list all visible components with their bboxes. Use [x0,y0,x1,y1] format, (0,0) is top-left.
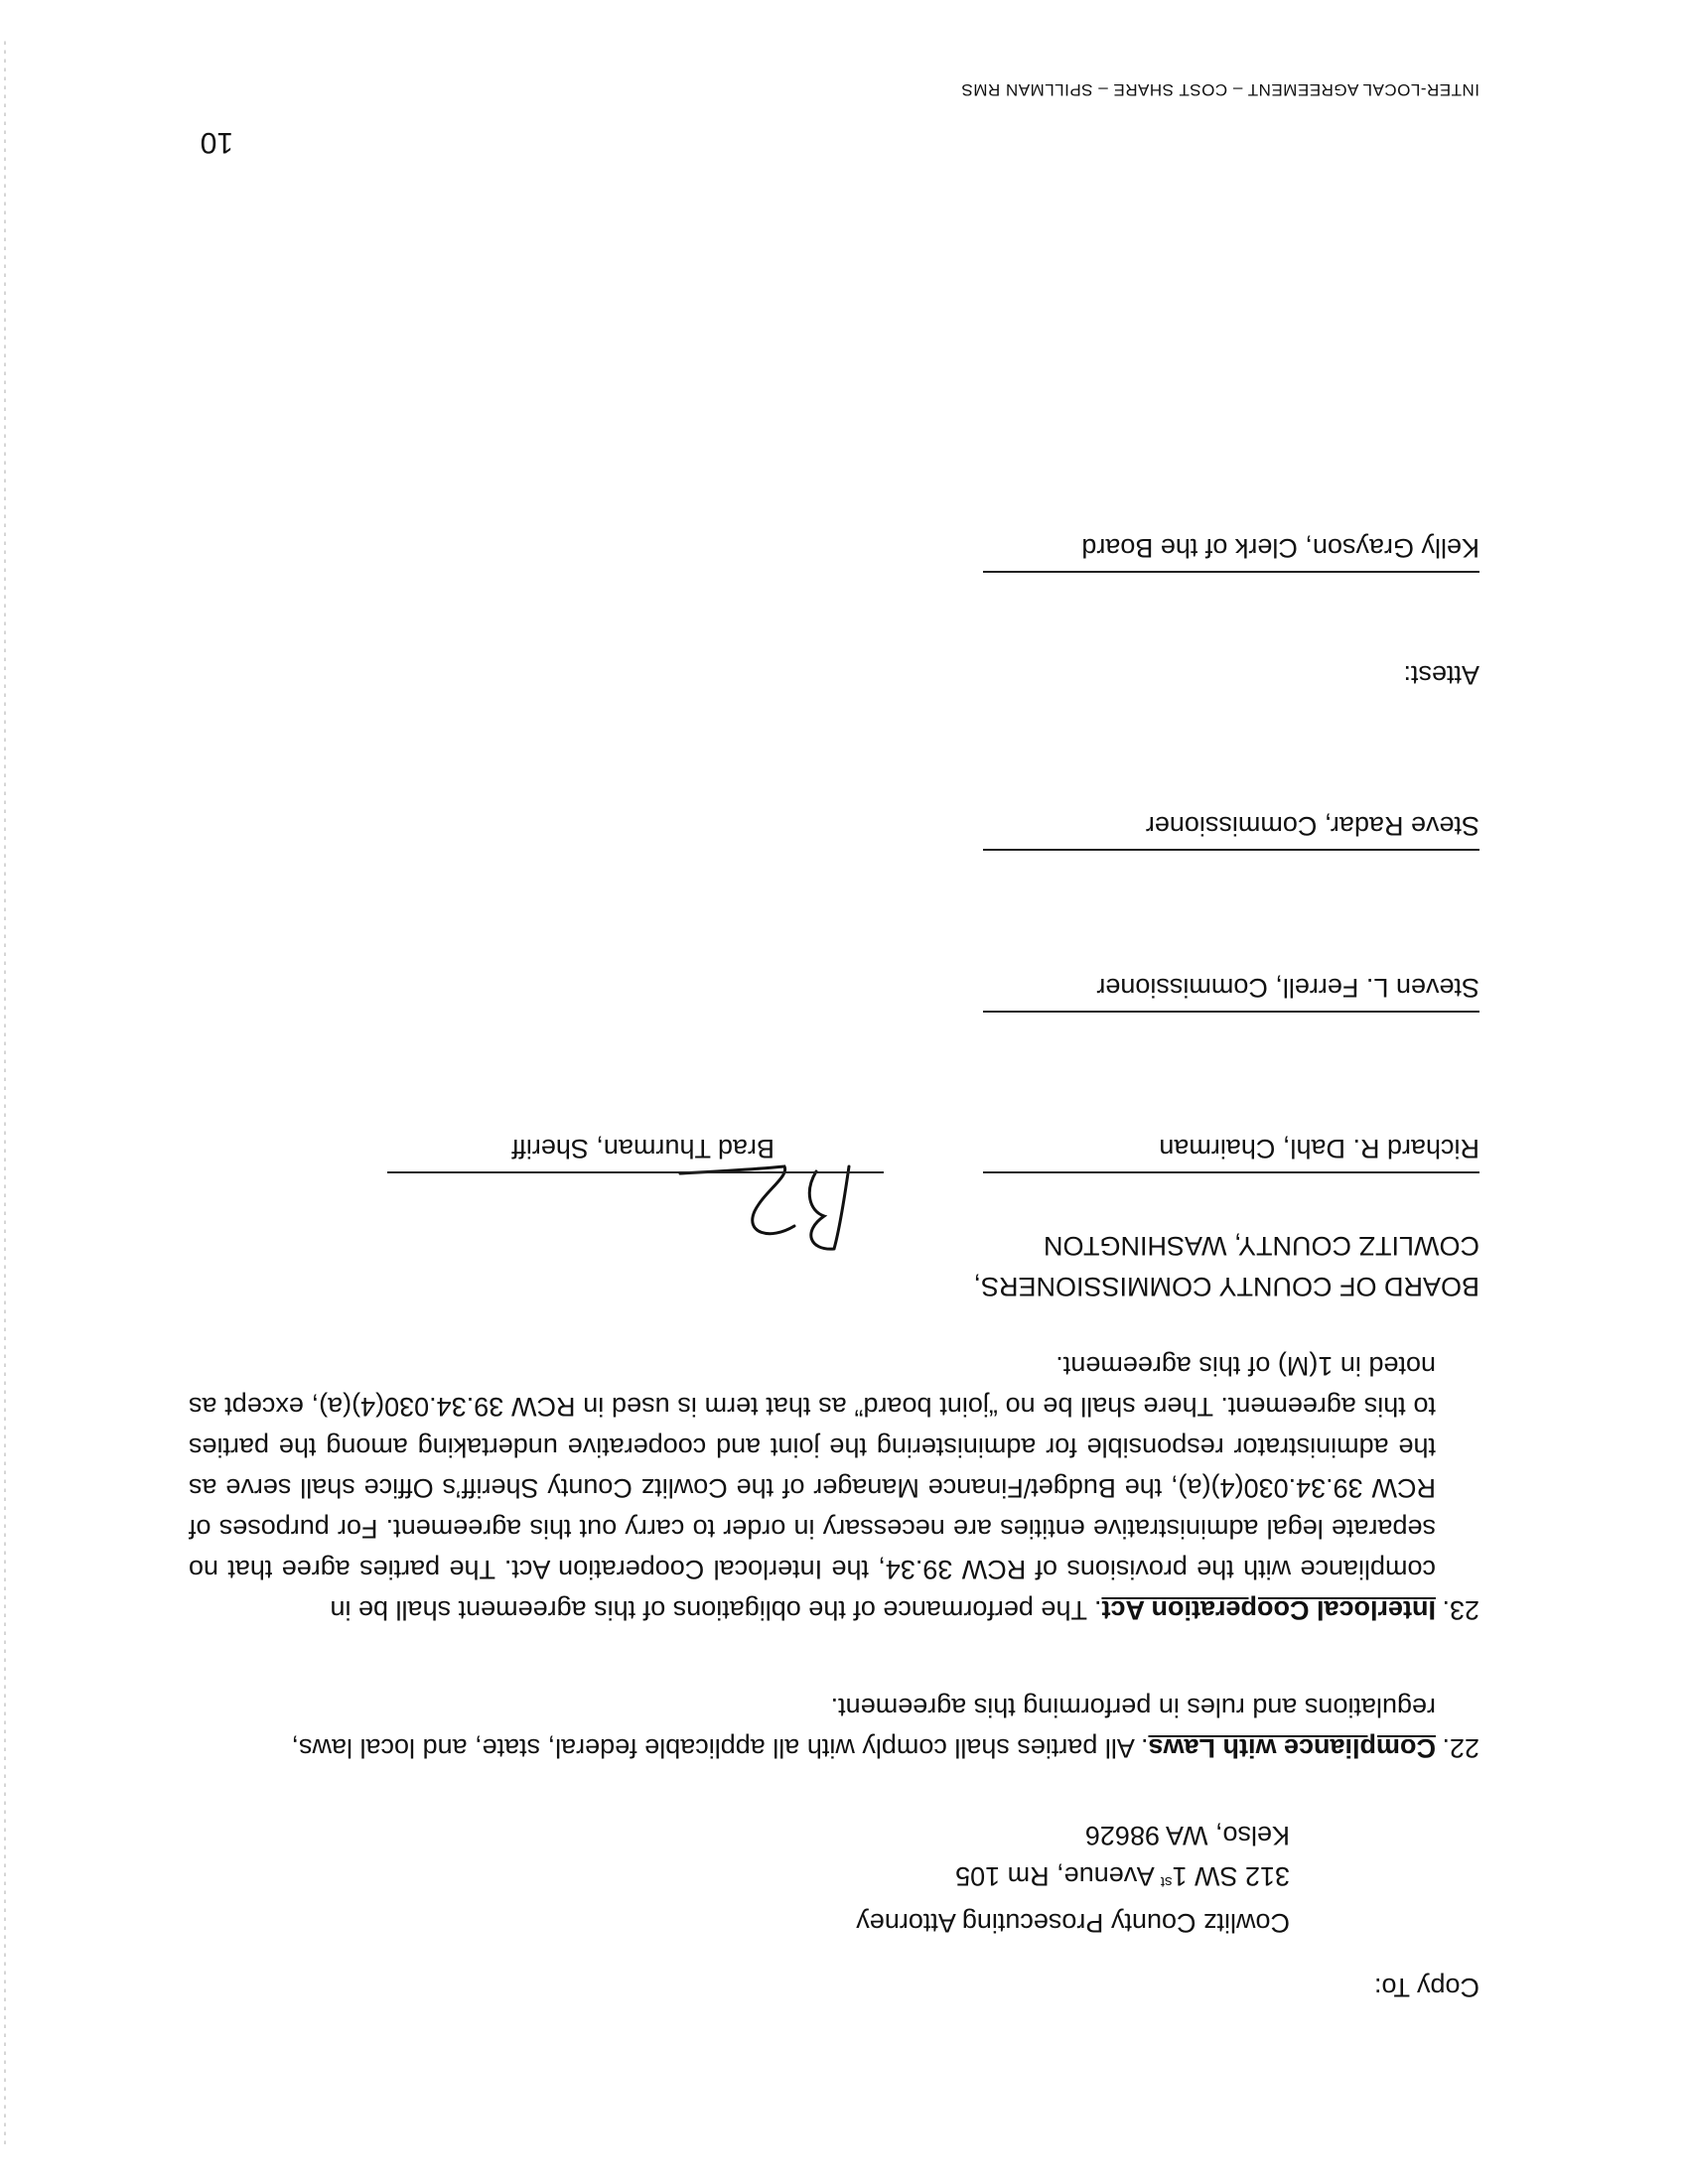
board-line-2: COWLITZ COUNTY, WASHINGTON [1043,1231,1479,1261]
section-body: regulations and rules in performing this agreement. [830,1693,1436,1722]
commissioner-2-signature-line [983,849,1479,851]
copy-to-address [856,1815,1290,1943]
page-number: 10 [200,126,233,159]
document-footer-title: INTER-LOCAL AGREEMENT – COST SHARE – SPILLMAN RMS [960,80,1479,99]
section-22 [189,1687,1479,1768]
board-heading [973,1225,1479,1306]
sheriff-name: Brad Thurman, Sheriff [511,1134,774,1163]
clerk-signature-line [983,571,1479,573]
commissioner-1-signature-line [983,1011,1479,1013]
commissioner-2-name: Steve Radar, Commissioner [1145,811,1479,841]
scan-edge-artifact [4,40,6,2144]
section-body-first: . The performance of the obligations of this agreement shall be in [330,1595,1102,1625]
commissioner-1-name: Steven L. Ferrell, Commissioner [1096,973,1479,1003]
clerk-name: Kelly Grayson, Clerk of the Board [1081,533,1479,563]
section-body-first: . All parties shall comply with all applicable federal, state, and local laws, [291,1733,1149,1763]
section-23 [189,1345,1479,1630]
address-line-3: Kelso, WA 98626 [1084,1821,1290,1850]
chairman-signature-line [983,1171,1479,1173]
chairman-name: Richard R. Dahl, Chairman [1159,1134,1479,1163]
section-heading: Compliance with Laws [1148,1733,1436,1763]
attest-label: Attest: [1403,660,1479,690]
section-number: 22. [1442,1733,1479,1763]
section-heading: Interlocal Cooperation Act [1101,1595,1436,1625]
copy-to-label: Copy To: [1373,1973,1479,2002]
board-line-1: BOARD OF COUNTY COMMISSIONERS, [973,1272,1479,1301]
address-line-1: Cowlitz County Prosecuting Attorney [856,1908,1290,1938]
address-line-2: 312 SW 1st Avenue, Rm 105 [955,1861,1290,1891]
section-body: compliance with the provisions of RCW 39.34, the Interlocal Cooperation Act. The parties agree that no separate legal administrative entities are necessary in order to carry out this agreement. For purposes of RCW 39.34.030(4)(a), the Budget/Finance Manager of the Cowlitz County Sheriff’s Office shall serve as the administrator responsible for administering the joint and cooperative undertaking among the parties to this agreement. There shall be no “joint board” as that term is used in RCW 39.34.030(4)(a), except as noted in 1(M) of this agreement. [189,1351,1436,1584]
sheriff-signature-line [387,1171,884,1173]
section-number: 23. [1442,1595,1479,1625]
sheriff-handwritten-signature [675,1152,864,1261]
